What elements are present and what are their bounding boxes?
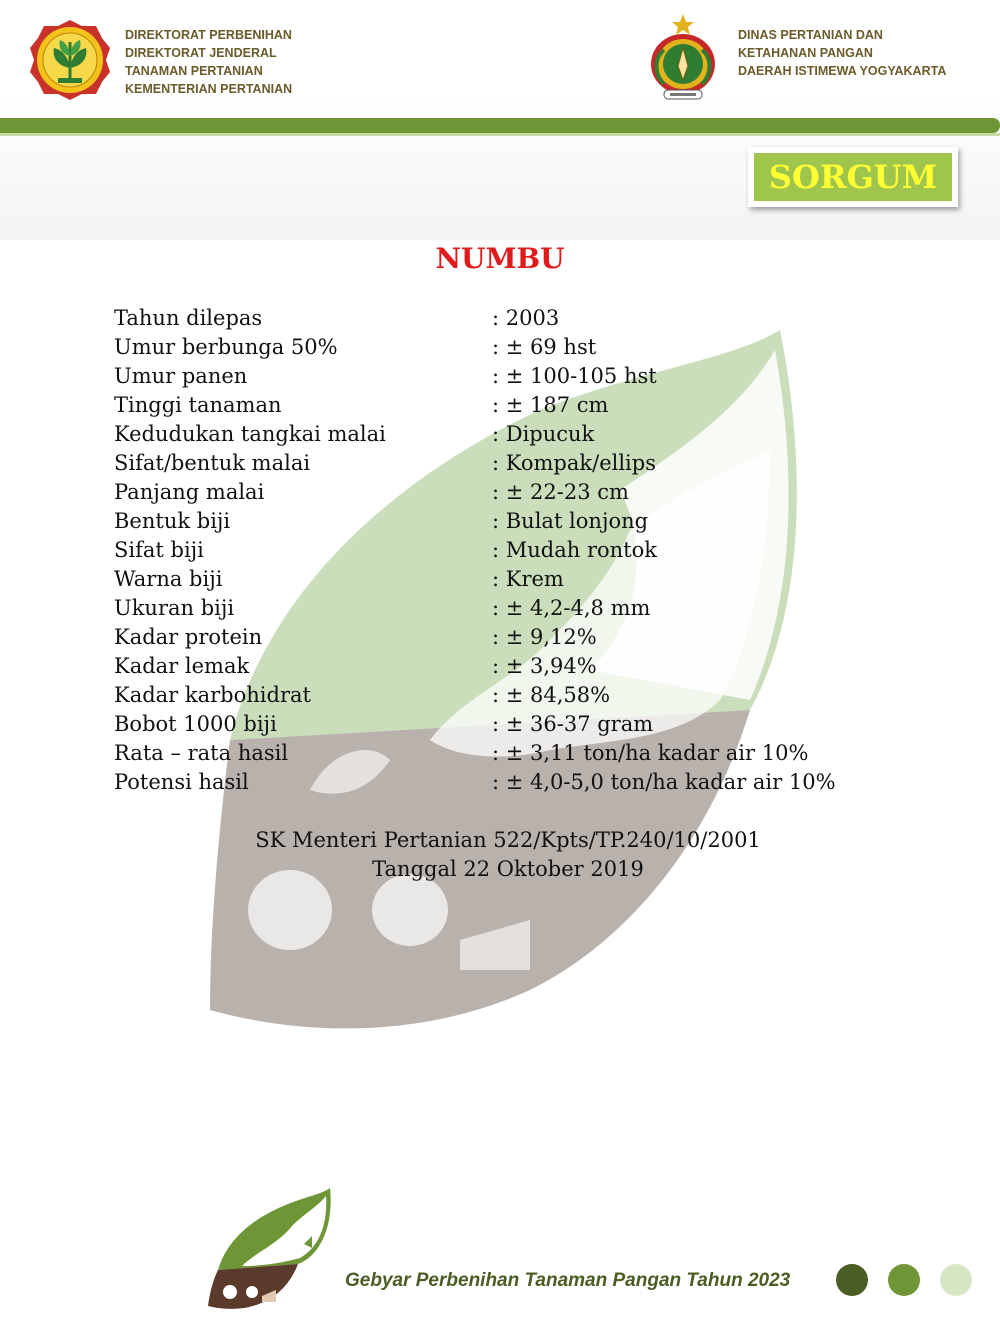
spec-value: : ± 4,2-4,8 mm (492, 596, 651, 620)
spec-value: : 2003 (492, 306, 560, 330)
decree-reference (0, 826, 1000, 884)
left-organization-name (125, 26, 365, 98)
spec-label: Kadar lemak (114, 654, 250, 678)
spec-row (114, 654, 914, 683)
spec-value: : ± 69 hst (492, 335, 597, 359)
right-organization-name (738, 26, 988, 80)
spec-row (114, 422, 914, 451)
spec-row (114, 538, 914, 567)
spec-row (114, 480, 914, 509)
spec-row (114, 451, 914, 480)
spec-label: Sifat biji (114, 538, 204, 562)
spec-label: Umur panen (114, 364, 248, 388)
spec-value: : ± 4,0-5,0 ton/ha kadar air 10% (492, 770, 836, 794)
left-org-line: KEMENTERIAN PERTANIAN (125, 82, 293, 96)
spec-row (114, 712, 914, 741)
decree-number: SK Menteri Pertanian 522/Kpts/TP.240/10/2001 (255, 828, 761, 852)
variety-name: NUMBU (435, 242, 565, 275)
spec-row (114, 683, 914, 712)
spec-label: Kadar protein (114, 625, 263, 649)
category-badge-label: SORGUM (768, 158, 938, 196)
spec-value: : ± 3,11 ton/ha kadar air 10% (492, 741, 809, 765)
spec-row (114, 509, 914, 538)
spec-label: Panjang malai (114, 480, 265, 504)
category-badge (748, 147, 958, 207)
spec-label: Sifat/bentuk malai (114, 451, 311, 475)
spec-label: Warna biji (114, 567, 223, 591)
spec-label: Bobot 1000 biji (114, 712, 277, 736)
ministry-agriculture-emblem-icon (28, 18, 112, 102)
spec-row (114, 335, 914, 364)
right-org-line: DINAS PERTANIAN DAN (738, 28, 883, 42)
footer-dot-dark (836, 1264, 868, 1296)
spec-row (114, 625, 914, 654)
footer-dot-light (940, 1264, 972, 1296)
spec-value: : ± 36-37 gram (492, 712, 654, 736)
right-org-line: KETAHANAN PANGAN (738, 46, 873, 60)
left-org-line: DIREKTORAT JENDERAL (125, 46, 277, 60)
spec-label: Tinggi tanaman (114, 393, 282, 417)
spec-value: : ± 3,94% (492, 654, 597, 678)
spec-value: : ± 84,58% (492, 683, 611, 707)
decree-date: Tanggal 22 Oktober 2019 (372, 857, 644, 881)
spec-value: : ± 100-105 hst (492, 364, 657, 388)
spec-label: Kedudukan tangkai malai (114, 422, 386, 446)
footer-dot-medium (888, 1264, 920, 1296)
spec-row (114, 567, 914, 596)
spec-label: Ukuran biji (114, 596, 235, 620)
spec-label: Umur berbunga 50% (114, 335, 338, 359)
spec-row (114, 364, 914, 393)
header-divider (0, 118, 1000, 133)
spec-value: : ± 9,12% (492, 625, 597, 649)
spec-row (114, 393, 914, 422)
spec-label: Kadar karbohidrat (114, 683, 311, 707)
left-org-line: TANAMAN PERTANIAN (125, 64, 263, 78)
spec-row (114, 770, 914, 799)
spec-value: : Bulat lonjong (492, 509, 649, 533)
spec-value: : Kompak/ellips (492, 451, 656, 475)
spec-label: Potensi hasil (114, 770, 249, 794)
spec-row (114, 741, 914, 770)
spec-value: : ± 187 cm (492, 393, 609, 417)
footer-event-title: Gebyar Perbenihan Tanaman Pangan Tahun 2023 (345, 1270, 791, 1291)
yogyakarta-emblem-icon (644, 14, 722, 102)
spec-value: : Krem (492, 567, 564, 591)
spec-label: Bentuk biji (114, 509, 231, 533)
spec-value: : Mudah rontok (492, 538, 657, 562)
leaf-seed-logo-icon (208, 1186, 334, 1310)
spec-value: : Dipucuk (492, 422, 595, 446)
category-badge-fill (754, 153, 952, 201)
spec-value: : ± 22-23 cm (492, 480, 629, 504)
spec-label: Tahun dilepas (114, 306, 263, 330)
spec-label: Rata – rata hasil (114, 741, 289, 765)
spec-row (114, 306, 914, 335)
left-org-line: DIREKTORAT PERBENIHAN (125, 28, 292, 42)
right-org-line: DAERAH ISTIMEWA YOGYAKARTA (738, 64, 947, 78)
spec-row (114, 596, 914, 625)
variety-specifications (114, 306, 914, 799)
